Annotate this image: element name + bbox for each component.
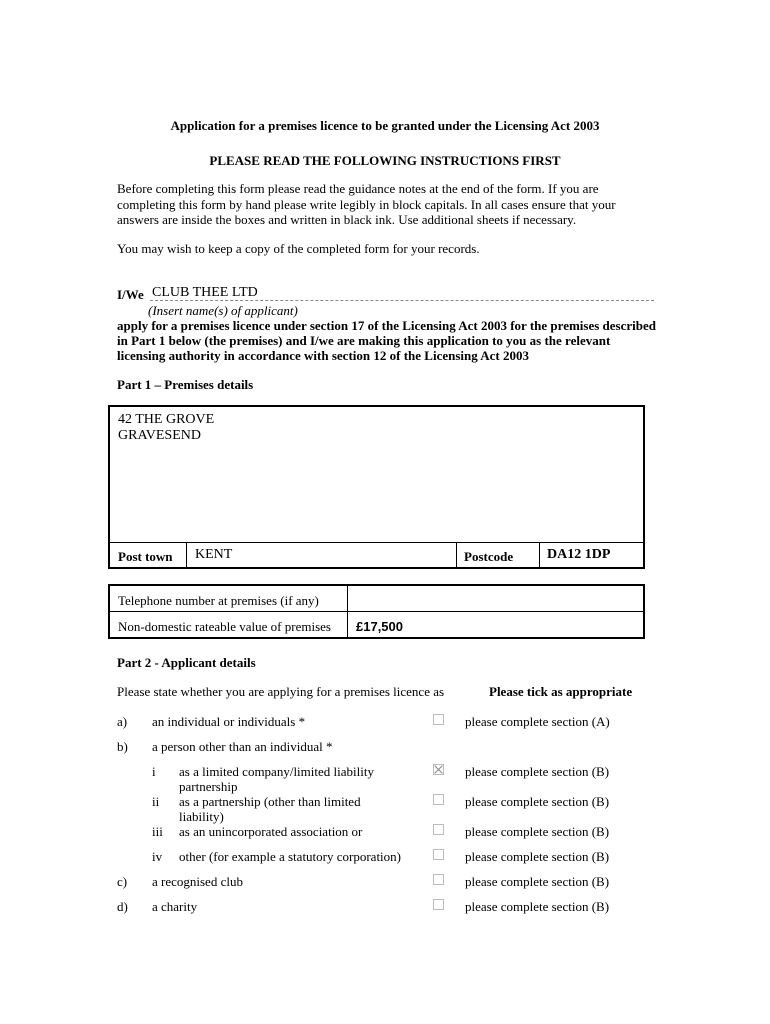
option-roman: iv (152, 849, 163, 864)
part2-heading: Part 2 - Applicant details (117, 655, 256, 670)
section-note: please complete section (B) (465, 824, 610, 839)
apply-statement: apply for a premises licence under section 17 of the Licensing Act 2003 for the premises described in Part 1 below (the premises) and I/we are making this application to you as the relevant licensing authority in accordance with section 12 of the Licensing Act 2003 (117, 318, 656, 363)
option-other-than-individual: a person other than an individual * (152, 739, 333, 754)
option-recognised-club: a recognised club (152, 874, 243, 889)
checkbox-charity[interactable] (433, 899, 444, 910)
section-note: please complete section (B) (465, 899, 610, 914)
option-roman: i (152, 764, 156, 779)
option-individual: an individual or individuals * (152, 714, 306, 729)
part1-heading: Part 1 – Premises details (117, 377, 254, 392)
instructions-heading: PLEASE READ THE FOLLOWING INSTRUCTIONS FIRST (209, 153, 561, 168)
checkbox-partnership[interactable] (433, 794, 444, 805)
postcode-value[interactable]: DA12 1DP (547, 547, 611, 562)
post-town-value[interactable]: KENT (195, 547, 233, 562)
post-town-label: Post town (118, 549, 173, 564)
rateable-label: Non-domestic rateable value of premises (118, 619, 331, 634)
intro-paragraph: Before completing this form please read the guidance notes at the end of the form. If you are completing this form by hand please write legibly in block capitals. In all cases ensure that your answers are inside the boxes and written in black ink. Use additional sheets if necessary. (117, 181, 616, 227)
option-letter: b) (117, 739, 128, 754)
checkbox-unincorporated[interactable] (433, 824, 444, 835)
address-line-2[interactable]: GRAVESEND (118, 428, 201, 443)
premises-address-box (108, 405, 645, 569)
option-statutory: other (for example a statutory corporation) (179, 849, 401, 864)
option-limited-company: as a limited company/limited liability partnership (179, 764, 374, 794)
applicant-name-underline (150, 300, 654, 301)
section-note: please complete section (B) (465, 849, 610, 864)
premises-details-table (108, 584, 645, 639)
divider (186, 542, 187, 567)
applicant-name-value[interactable]: CLUB THEE LTD (152, 285, 258, 300)
option-letter: d) (117, 899, 128, 914)
section-note: please complete section (B) (465, 874, 610, 889)
applicant-label: I/We (117, 287, 144, 302)
divider (539, 542, 540, 567)
checkbox-limited-company[interactable] (433, 764, 444, 775)
part2-question: Please state whether you are applying for a premises licence as (117, 684, 445, 699)
postcode-label: Postcode (464, 549, 514, 564)
option-roman: iii (152, 824, 163, 839)
section-note: please complete section (B) (465, 764, 610, 779)
checkbox-recognised-club[interactable] (433, 874, 444, 885)
option-roman: ii (152, 794, 160, 809)
tick-note: Please tick as appropriate (489, 684, 633, 699)
divider (456, 542, 457, 567)
row-divider (110, 611, 643, 612)
option-charity: a charity (152, 899, 198, 914)
rateable-value[interactable]: £17,500 (356, 619, 403, 634)
section-note: please complete section (A) (465, 714, 610, 729)
telephone-label: Telephone number at premises (if any) (118, 593, 319, 608)
applicant-hint: (Insert name(s) of applicant) (148, 303, 298, 318)
option-unincorporated: as an unincorporated association or (179, 824, 363, 839)
postcode-row-divider (110, 542, 643, 543)
checkbox-individual[interactable] (433, 714, 444, 725)
option-letter: c) (117, 874, 128, 889)
checkbox-statutory[interactable] (433, 849, 444, 860)
option-partnership: as a partnership (other than limited liability) (179, 794, 361, 824)
section-note: please complete section (B) (465, 794, 610, 809)
option-letter: a) (117, 714, 128, 729)
address-line-1[interactable]: 42 THE GROVE (118, 412, 215, 427)
form-title: Application for a premises licence to be granted under the Licensing Act 2003 (170, 118, 600, 133)
copy-note: You may wish to keep a copy of the completed form for your records. (117, 241, 480, 256)
